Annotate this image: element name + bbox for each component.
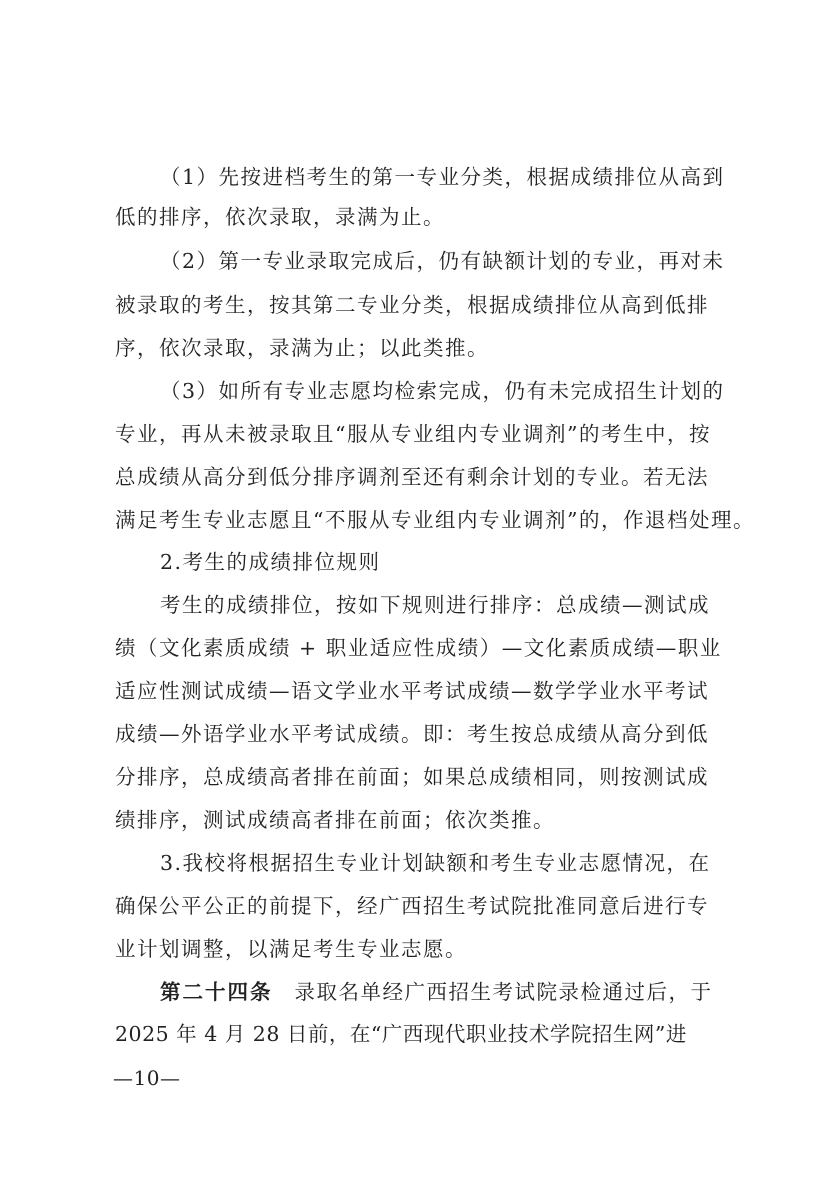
article-24-line-1 [160,977,725,1007]
paragraph-line-16: 绩排序，测试成绩高者排在前面；依次类推。 [115,808,555,832]
paragraph-line-1: （1）先按进档考生的第一专业分类，根据成绩排位从高到 [160,165,725,189]
paragraph-line-12: 绩（文化素质成绩 + 职业适应性成绩）—文化素质成绩—职业 [115,636,722,660]
paragraph-line-2: 低的排序，依次录取，录满为止。 [115,205,445,229]
paragraph-line-17: 3.我校将根据招生专业计划缺额和考生专业志愿情况，在 [160,851,711,875]
paragraph-line-13: 适应性测试成绩—语文学业水平考试成绩—数学学业水平考试 [115,679,709,703]
page-number: —10— [113,1066,181,1090]
paragraph-line-4: 被录取的考生，按其第二专业分类，根据成绩排位从高到低排 [115,293,709,317]
paragraph-line-19: 业计划调整，以满足考生专业志愿。 [115,937,467,961]
paragraph-line-11: 考生的成绩排位，按如下规则进行排序：总成绩—测试成 [160,593,710,617]
paragraph-line-8: 总成绩从高分到低分排序调剂至还有剩余计划的专业。若无法 [115,465,709,489]
paragraph-line-3: （2）第一专业录取完成后，仍有缺额计划的专业，再对未 [160,249,725,273]
paragraph-line-9: 满足考生专业志愿且“不服从专业组内专业调剂”的，作退档处理。 [115,508,755,532]
paragraph-line-5: 序，依次录取，录满为止；以此类推。 [115,336,489,360]
section-heading-ranking-rules: 2.考生的成绩排位规则 [160,550,381,574]
paragraph-line-7: 专业，再从未被录取且“服从专业组内专业调剂”的考生中，按 [115,422,711,446]
paragraph-line-15: 分排序，总成绩高者排在前面；如果总成绩相同，则按测试成 [115,765,709,789]
paragraph-line-18: 确保公平公正的前提下，经广西招生考试院批准同意后进行专 [115,894,709,918]
paragraph-line-6: （3）如所有专业志愿均检索完成，仍有未完成招生计划的 [160,379,725,403]
article-24-line-2: 2025 年 4 月 28 日前，在“广西现代职业技术学院招生网”进 [115,1022,687,1046]
article-heading: 第二十四条 [160,980,273,1004]
article-text: 录取名单经广西招生考试院录检通过后，于 [272,980,713,1004]
paragraph-line-14: 成绩—外语学业水平考试成绩。即：考生按总成绩从高分到低 [115,722,709,746]
